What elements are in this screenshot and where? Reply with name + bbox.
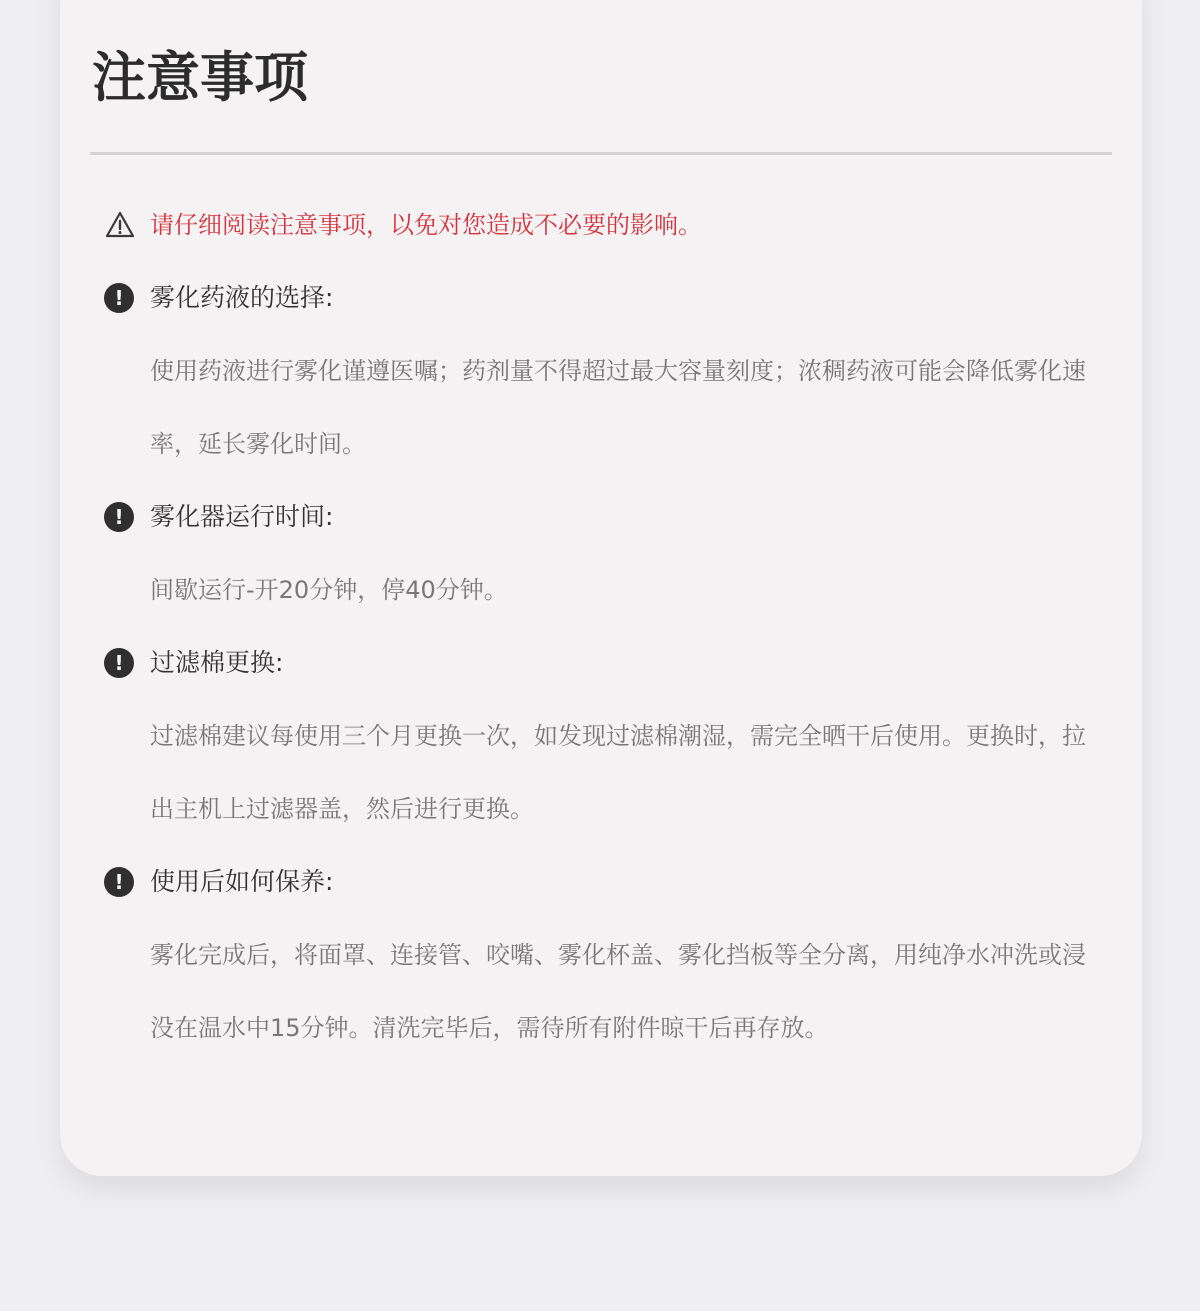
warning-text: 请仔细阅读注意事项，以免对您造成不必要的影响。 xyxy=(150,211,702,239)
section-body: 雾化完成后，将面罩、连接管、咬嘴、雾化杯盖、雾化挡板等全分离，用纯净水冲洗或浸没在温水中15分钟。清洗完毕后，需待所有附件晾干后再存放。 xyxy=(150,941,1086,1042)
section-title: 过滤棉更换: xyxy=(150,648,284,677)
section-body: 间歇运行-开20分钟，停40分钟。 xyxy=(150,576,508,604)
section-heading-solution xyxy=(104,280,333,316)
section-title: 雾化器运行时间: xyxy=(150,502,334,531)
warning-row xyxy=(104,207,702,243)
exclamation-circle-icon: ! xyxy=(104,648,134,678)
page-title: 注意事项 xyxy=(92,46,308,109)
section-title: 使用后如何保养: xyxy=(150,867,334,896)
section-heading-runtime xyxy=(104,499,333,535)
section-body: 过滤棉建议每使用三个月更换一次，如发现过滤棉潮湿，需完全晒干后使用。更换时，拉出主机上过滤器盖，然后进行更换。 xyxy=(150,722,1086,823)
exclamation-circle-icon: ! xyxy=(104,283,134,313)
section-title: 雾化药液的选择: xyxy=(150,283,334,312)
section-heading-filter xyxy=(104,645,283,681)
title-divider xyxy=(90,152,1112,155)
section-heading-maintenance xyxy=(104,864,333,900)
exclamation-circle-icon: ! xyxy=(104,867,134,897)
warning-triangle-icon xyxy=(104,209,136,241)
section-body: 使用药液进行雾化谨遵医嘱；药剂量不得超过最大容量刻度；浓稠药液可能会降低雾化速率，延长雾化时间。 xyxy=(150,357,1086,458)
exclamation-circle-icon: ! xyxy=(104,502,134,532)
notice-card xyxy=(60,0,1142,1176)
